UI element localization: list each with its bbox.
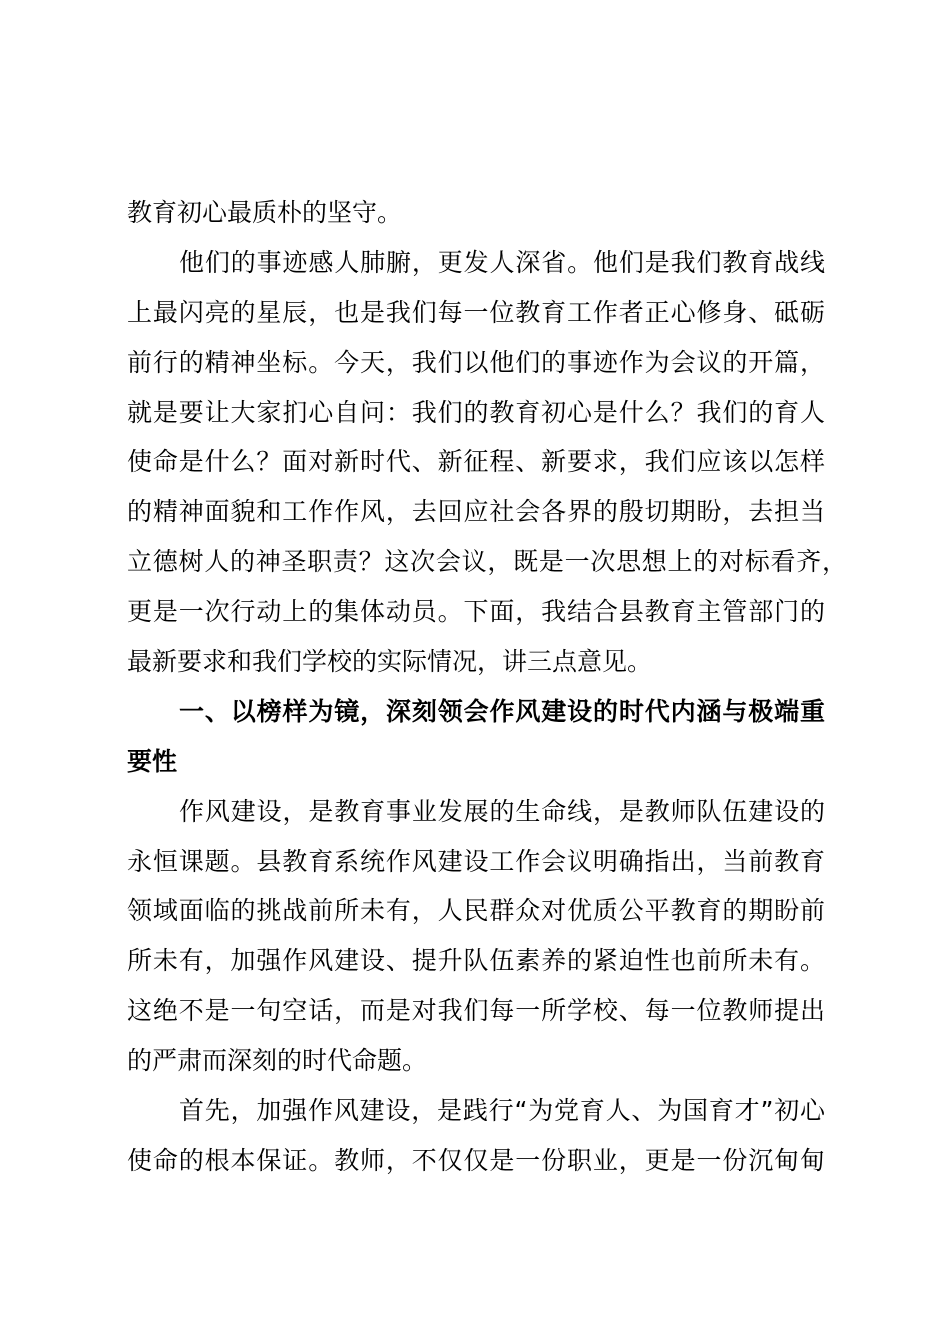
paragraph-line: 上最闪亮的星辰，也是我们每一位教育工作者正心修身、砥砺	[127, 297, 825, 327]
paragraph-line: 的严肃而深刻的时代命题。	[127, 1046, 428, 1076]
paragraph-line: 就是要让大家扪心自问：我们的教育初心是什么？我们的育人	[127, 397, 825, 427]
paragraph-line: 的精神面貌和工作作风，去回应社会各界的殷切期盼，去担当	[127, 497, 825, 527]
paragraph-line: 使命是什么？面对新时代、新征程、新要求，我们应该以怎样	[127, 447, 825, 477]
paragraph-line: 教育初心最质朴的坚守。	[127, 198, 403, 227]
paragraph-line: 前行的精神坐标。今天，我们以他们的事迹作为会议的开篇，	[127, 347, 825, 377]
document-page	[127, 188, 847, 1186]
paragraph-line: 所未有，加强作风建设、提升队伍素养的紧迫性也前所未有。	[127, 946, 825, 976]
paragraph-line: 领域面临的挑战前所未有，人民群众对优质公平教育的期盼前	[127, 896, 825, 926]
paragraph-line: 最新要求和我们学校的实际情况，讲三点意见。	[127, 647, 653, 677]
paragraph-line: 这绝不是一句空话，而是对我们每一所学校、每一位教师提出	[127, 996, 825, 1026]
paragraph-line: 使命的根本保证。教师，不仅仅是一份职业，更是一份沉甸甸	[127, 1145, 825, 1175]
paragraph-line: 立德树人的神圣职责？这次会议，既是一次思想上的对标看齐，	[127, 547, 847, 577]
paragraph-line: 作风建设，是教育事业发展的生命线，是教师队伍建设的	[179, 796, 825, 826]
section-heading-line: 一、以榜样为镜，深刻领会作风建设的时代内涵与极端重	[179, 696, 825, 726]
paragraph-line: 首先，加强作风建设，是践行“为党育人、为国育才”初心	[179, 1096, 825, 1126]
paragraph-line: 更是一次行动上的集体动员。下面，我结合县教育主管部门的	[127, 597, 825, 627]
paragraph-line: 他们的事迹感人肺腑，更发人深省。他们是我们教育战线	[179, 247, 825, 277]
section-heading-line: 要性	[127, 746, 178, 776]
paragraph-line: 永恒课题。县教育系统作风建设工作会议明确指出，当前教育	[127, 846, 825, 876]
